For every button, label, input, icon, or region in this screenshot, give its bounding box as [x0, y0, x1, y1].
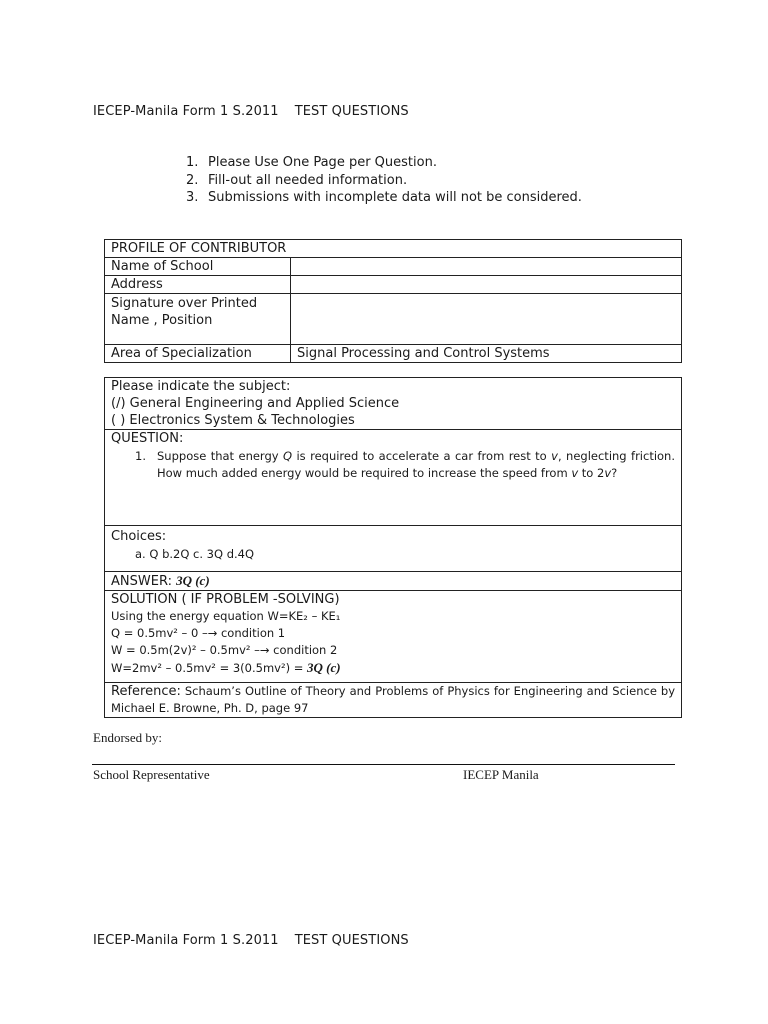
- question-label: QUESTION:: [111, 431, 184, 446]
- profile-label: Signature over Printed Name , Position: [105, 294, 291, 345]
- solution-section: [105, 591, 682, 683]
- subject-section: [105, 378, 682, 430]
- question-table: [104, 377, 682, 718]
- profile-value-field[interactable]: [291, 294, 682, 345]
- subject-option[interactable]: ( ) Electronics System & Technologies: [111, 413, 355, 428]
- page-footer: [93, 933, 409, 948]
- iecep-manila-label: IECEP Manila: [463, 767, 539, 782]
- profile-label: Address: [105, 276, 291, 294]
- profile-title: PROFILE OF CONTRIBUTOR: [105, 240, 682, 258]
- solution-line: W=2mv² – 0.5mv² = 3(0.5mv²) = 3Q (c): [111, 660, 341, 675]
- profile-value-field[interactable]: Signal Processing and Control Systems: [291, 345, 682, 363]
- solution-result: 3Q (c): [307, 660, 341, 675]
- subject-option[interactable]: (/) General Engineering and Applied Science: [111, 396, 400, 411]
- question-section: [105, 430, 682, 526]
- profile-table: [104, 239, 682, 363]
- reference-section: [105, 683, 682, 718]
- choices-label: Choices:: [111, 529, 167, 544]
- subject-prompt: Please indicate the subject:: [111, 379, 291, 394]
- form-id: IECEP-Manila Form 1 S.2011: [93, 104, 279, 119]
- answer-value: 3Q (c): [176, 573, 210, 588]
- footer-form-id: IECEP-Manila Form 1 S.2011: [93, 933, 279, 948]
- profile-label: Name of School: [105, 258, 291, 276]
- endorsed-label: Endorsed by:: [93, 730, 162, 745]
- school-representative-label: School Representative: [93, 767, 210, 782]
- reference-text: Schaum’s Outline of Theory and Problems of Physics for Engineering and Science by Michael E. Browne, Ph. D, page 97: [111, 684, 675, 715]
- header-title: TEST QUESTIONS: [294, 104, 409, 119]
- reference-label: Reference:: [111, 684, 181, 699]
- choices-text: a. Q b.2Q c. 3Q d.4Q: [135, 547, 255, 561]
- signature-line: [92, 764, 675, 765]
- choices-section: [105, 526, 682, 572]
- solution-line: Using the energy equation W=KE₂ – KE₁: [111, 609, 341, 623]
- answer-section: [105, 572, 682, 591]
- question-text: 1. Suppose that energy Q is required to accelerate a car from rest to v, neglecting friction. How much added energy would be required to increase the speed from v to 2v?: [135, 449, 676, 480]
- instruction-item: 2. Fill-out all needed information.: [186, 172, 408, 188]
- profile-value-field[interactable]: [291, 276, 682, 294]
- instruction-item: 3. Submissions with incomplete data will not be considered.: [186, 190, 582, 205]
- instructions-list: [186, 154, 582, 207]
- instruction-item: 1. Please Use One Page per Question.: [186, 155, 437, 170]
- solution-line: Q = 0.5mv² – 0 –→ condition 1: [111, 626, 286, 640]
- profile-value-field[interactable]: [291, 258, 682, 276]
- solution-label: SOLUTION ( IF PROBLEM -SOLVING): [111, 592, 340, 607]
- page-header: [93, 104, 409, 119]
- answer-label: ANSWER:: [111, 574, 177, 589]
- footer-title: TEST QUESTIONS: [294, 933, 409, 948]
- profile-label: Area of Specialization: [105, 345, 291, 363]
- solution-line: W = 0.5m(2v)² – 0.5mv² –→ condition 2: [111, 643, 338, 657]
